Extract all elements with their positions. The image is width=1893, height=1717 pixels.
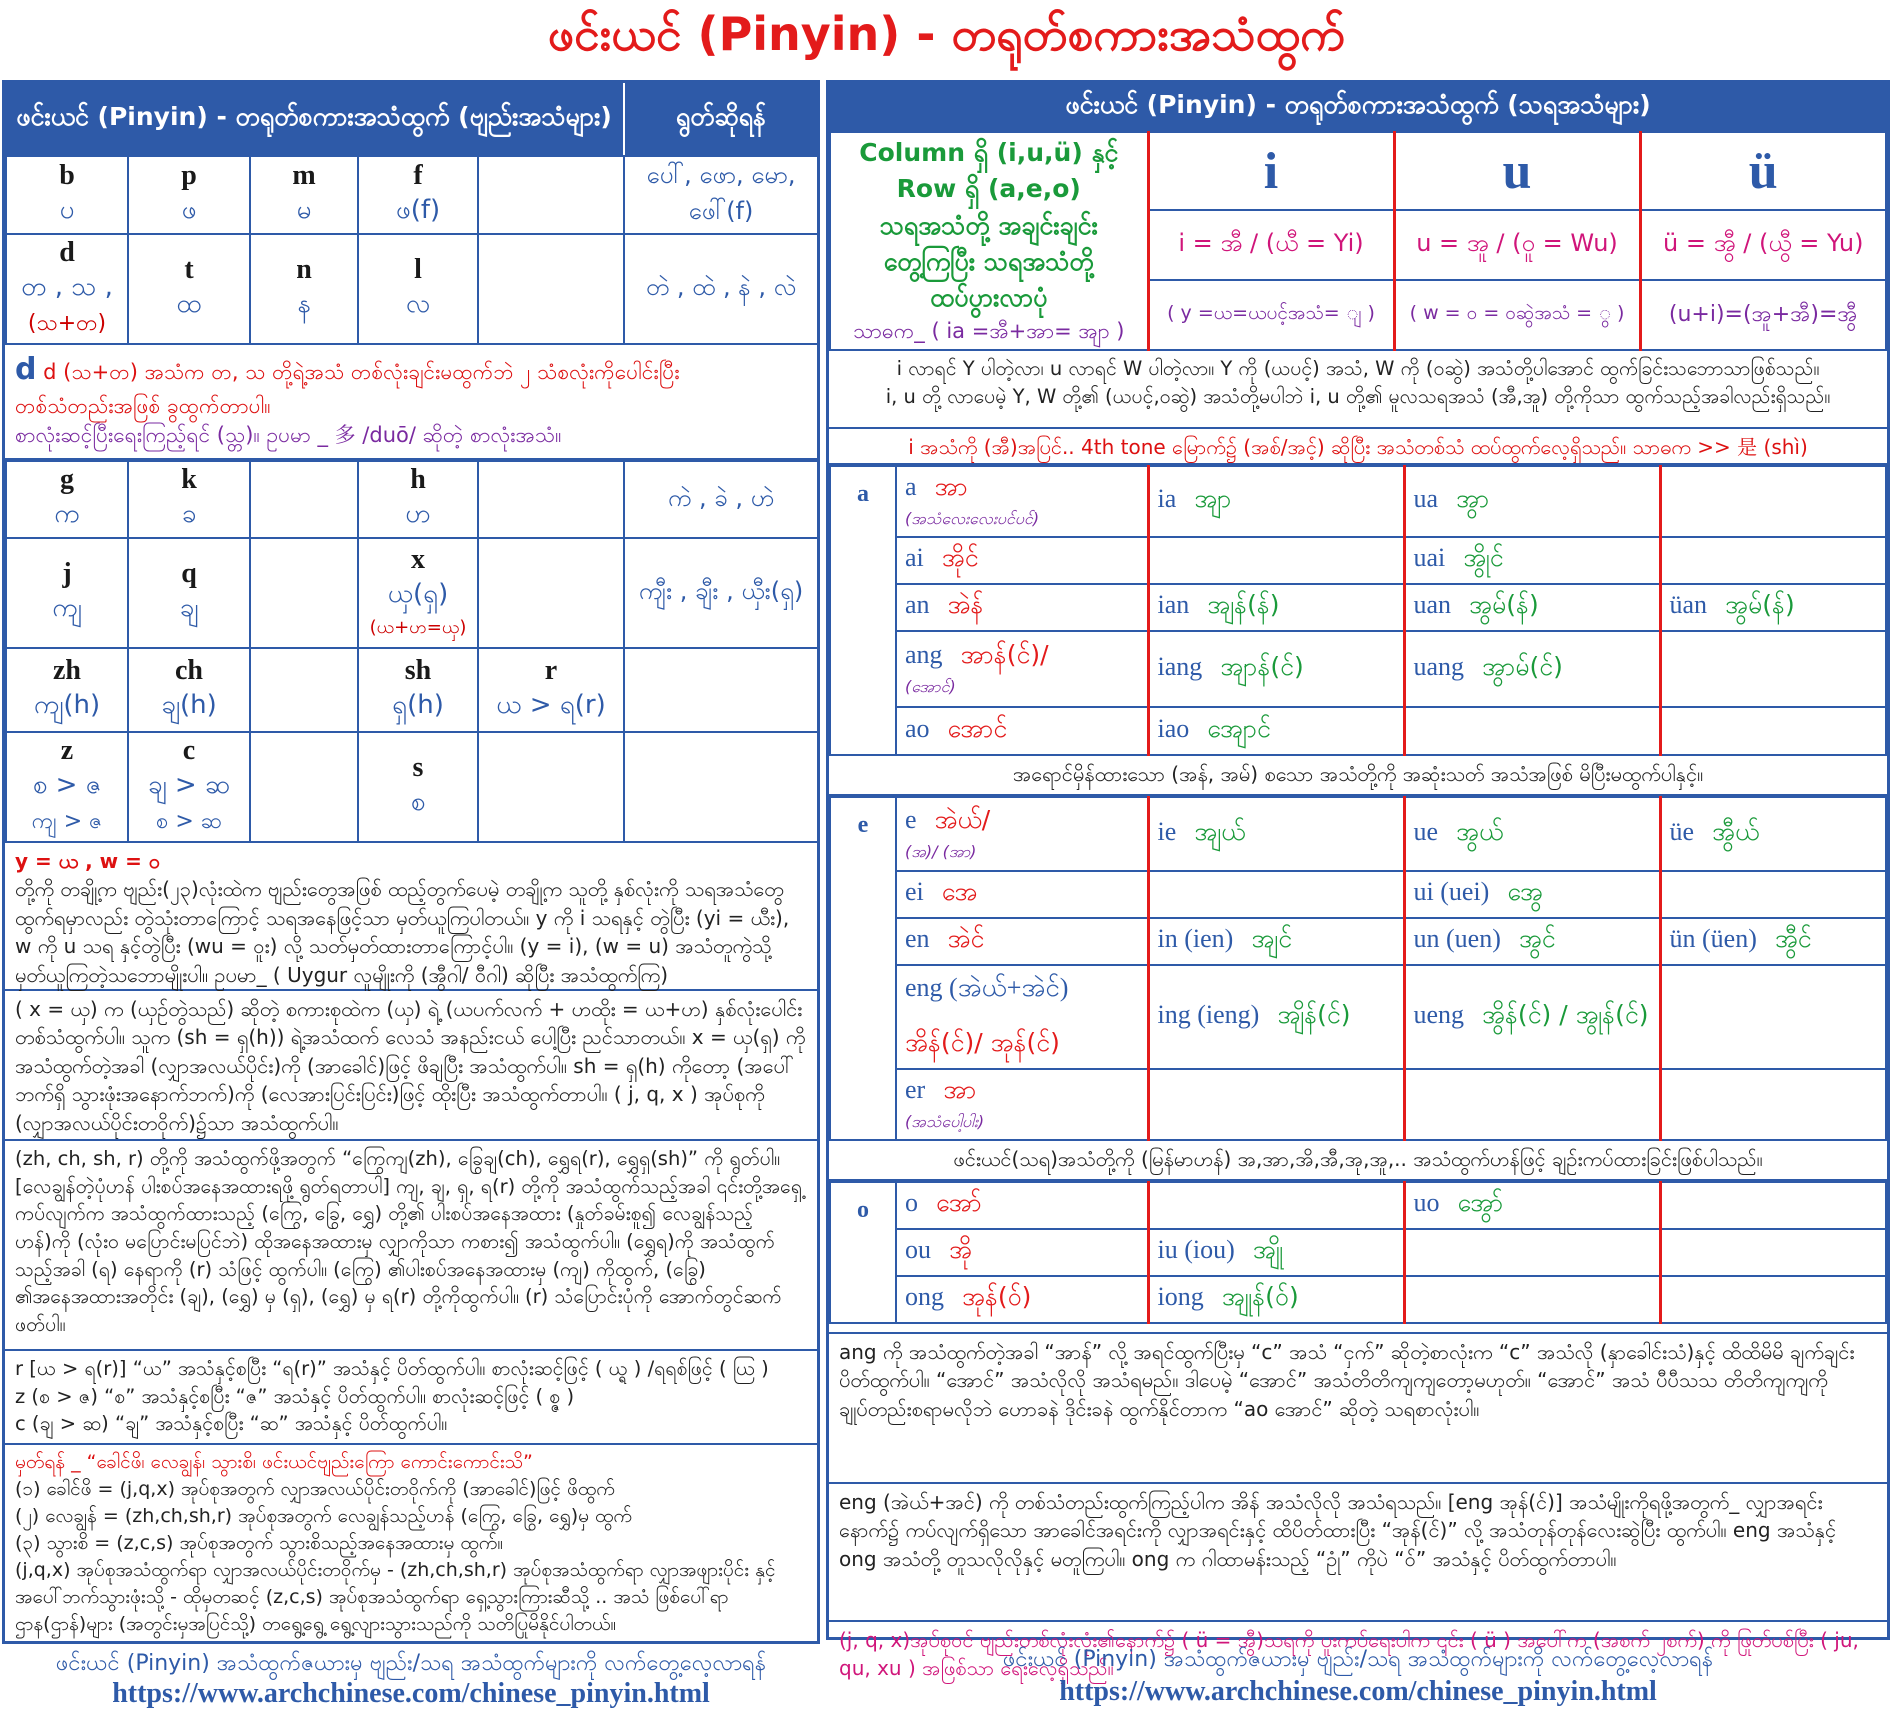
pinyin-letter: c — [182, 735, 196, 766]
consonant-row — [6, 538, 818, 648]
pinyin-final: üan — [1669, 590, 1708, 619]
burmese-final: အွေ — [1507, 877, 1543, 906]
consonant-cell — [478, 156, 624, 234]
consonant-cell — [250, 461, 358, 538]
consonant-cell — [6, 156, 128, 234]
pinyin-final: uang — [1413, 651, 1465, 681]
consonant-cell — [128, 156, 250, 234]
pinyin-final: er — [905, 1075, 926, 1104]
consonant-cell — [250, 732, 358, 842]
read-header: ရွတ်ဆိုရန် — [625, 83, 817, 155]
memo-note: မှတ်ရန် _ “ခေါင်ဖိ၊ လေချွန်၊ သွားစိ၊ ဖင်းယင်ဗျည်းကြော ကောင်းကောင်းသိ” (၁) ခေါင်ဖိ = (j,q,x) အုပ်စုအတွက် လျှာအလယ်ပိုင်းတဝိုက်ကို (အာခေါင်)ဖြင့် ဖိထွက် (၂) လေချွန် = (zh,ch,sh,r) အုပ်စုအတွက် လေချွန်သည့်ဟန် (ကြွေ, ခြွေ, ရွှေ)မှ ထွက် (၃) သွားစိ = (z,c,s) အုပ်စုအတွက် သွားစိသည့်အနေအထားမှ ထွက်။ (j,q,x) အုပ်စုအသံထွက်ရာ လျှာအလယ်ပိုင်းတဝိုက်မှ - (zh,ch,sh,r) အုပ်စုအသံထွက်ရာ လျှာအဖျားပိုင်း နှင့် အပေါ်ဘက်သွားဖုံးသို့ - ထိုမှတဆင့် (z,c,s) အုပ်စုအသံထွက်ရာ ရှေ့သွားကြားဆီသို့ .. အသံ ဖြစ်ပေါ်ရာဌာန(ဌာန်)များ (အတွင်းမှအပြင်သို့) တရွေ့ရွေ့ ရွေ့လျားသွားသည်ကို သတိပြုမိနိုင်ပါတယ်။ — [15, 1451, 776, 1635]
vowel-row — [830, 965, 1886, 1069]
pinyin-final: ie — [1157, 816, 1177, 846]
vowel-cell — [896, 1276, 1148, 1323]
burmese-final: အျိန်(င်) — [1277, 999, 1351, 1029]
vowel-cell — [896, 707, 1148, 755]
consonant-cell — [358, 461, 478, 538]
vowel-cell — [1148, 584, 1404, 631]
pinyin-letter: d — [59, 237, 75, 268]
o-row-table — [829, 1181, 1887, 1324]
jqx-note: (j, q, x)အုပ်စုဝင် ဗျည်းတစ်လုံးလုံး၏နောက်၌ ( ü = အွီ)သရကို ပူးကပ်ရေးပါက ၎င်း ( ü ) အပေါ်က (အစက် ၂စက်) ကို ဖြုတ်ပစ်ပြီး ( ju, qu, xu ) အဖြစ်သာ ရေးလေ့ရှိသည်။ — [839, 1628, 1859, 1681]
burmese-final: အောင် — [947, 713, 1008, 743]
pinyin-final: ui (uei) — [1413, 877, 1490, 906]
vowel-cell — [1660, 1182, 1886, 1229]
consonant-cell — [6, 648, 128, 732]
consonant-cell — [6, 732, 128, 842]
consonant-cell — [6, 234, 128, 344]
a-row-table — [829, 465, 1887, 756]
vowel-cell — [896, 1229, 1148, 1276]
pinyin-letter: g — [60, 464, 74, 495]
burmese-sound: က — [54, 499, 80, 529]
burmese-final: အျာန်(င်) — [1220, 651, 1304, 681]
pinyin-final: o — [905, 1188, 918, 1217]
left-footer: ဖင်းယင် (Pinyin) အသံထွက်ဇယားမှ ဗျည်း/သရ အသံထွက်များကို လက်တွေ့လေ့လာရန် — [55, 1651, 767, 1676]
vowel-row — [830, 1069, 1886, 1140]
final-note: (အသံပေါ့ပါး) — [905, 1112, 985, 1131]
consonant-cell — [250, 538, 358, 648]
zh-note: (zh, ch, sh, r) တို့ကို အသံထွက်ဖို့အတွက် “ကြွေကျ(zh), ခြွေချ(ch), ရွှေရ(r), ရွှေရှ(sh)” ကို ရွတ်ပါ။ [လေချွန်တဲ့ပုံဟန် ပါးစပ်အနေအထားရဖို့ ရွတ်ရတာပါ] ကျ, ချ, ရှ, ရ(r) တို့ကို အသံထွက်သည့်အခါ ၎င်းတို့အရှေ့ကပ်လျက်က အသံထွက်ထားသည့် (ကြွေ, ခြွေ, ရွှေ) တို့၏ ပါးစပ်အနေအထား (နှုတ်ခမ်းစူ၍ လေချွန်သည့်ဟန်)ကို (လုံးဝ မပြောင်းမပြင်ဘဲ) ထိုအနေအထားမှ လျှာကိုသာ ကစား၍ အသံထွက်ပါ။ (ရွှေရ)ကို အသံထွက်သည့်အခါ (ရ) နေရာကို (r) သံဖြင့် ထွက်ပါ။ (ကြွေ) ၏ပါးစပ်အနေအထားမှ (ကျ) ကိုထွက်, (ခြွေ) ၏အနေအထားအတိုင်း (ချ), (ရွှေ) မှ (ရှ), (ရွှေ) မှ ရ(r) တို့ကိုထွက်ပါ။ (r) သံပြောင်းပုံကို အောက်တွင်ဆက်ဖတ်ပါ။ — [5, 1141, 817, 1351]
burmese-sound: ထ — [176, 288, 202, 319]
consonant-row — [6, 156, 818, 234]
vowel-cell — [1660, 871, 1886, 918]
vowel-row — [830, 537, 1886, 584]
eng-note: eng (အဲယ်+အင်) ကို တစ်သံတည်းထွက်ကြည့်ပါက အိန် အသံလိုလို အသံရသည်။ [eng အုန်(င်)] အသံမျိုးကိုရဖို့အတွက်_ လျှာအရင်းနောက်၌ ကပ်လျက်ရှိသော အာခေါင်အရင်းကို လျှာအရင်းနှင့် ထိပိတ်ထားပြီး “အုန်(င်)” လို့ အသံတုန်တုန်လေးဆွဲပြီး ထွက်ပါ။ eng အသံနှင့် ong အသံတို့ တူသလိုလိုနှင့် မတူကြပါ။ ong က ဂါထာမန်းသည့် “ဥုံ” ကိုပဲ “ဝ်” အသံနှင့် ပိတ်ထွက်တာပါ။ — [829, 1484, 1887, 1622]
vowel-row — [830, 918, 1886, 965]
sound-note: (ယ+ဟ=ယှ) — [369, 617, 467, 638]
ang-note: ang ကို အသံထွက်တဲ့အခါ “အာန်” လို့ အရင်ထွက်ပြီးမှ “c” အသံ “ငှက်” ဆိုတဲ့စာလုံးက “c” အသံလို (နှာခေါင်းသံ)နှင့် ထိထိမိမိ ချက်ချင်းပိတ်ထွက်ပါ။ “အောင်” အသံလိုလို အသံရမည်။ ဒါပေမဲ့ “အောင်” အသံတိတိကျကျတော့မဟုတ်။ “အောင်” အသံ ပီပီသသ တိတိကျကျကို ချုပ်တည်းစရာမလိုဘဲ ဟောခနဲ ဒိုင်းခနဲ ထွက်နိုင်တာက “ao အောင်” ဆိုတဲ့ သရစာလုံးပါ။ — [829, 1332, 1887, 1484]
pinyin-letter: z — [60, 735, 74, 766]
pinyin-final: ong — [905, 1282, 944, 1311]
vowel-head-table: Column ရှိ (i,u,ü) နှင့် Row ရှိ (a,e,o) သရအသံတို့ အချင်းချင်း တွေ့ကြပြီး သရအသံတို့ ထပ်ပွားလာပုံ သာဓက_ ( ia =အီ+အာ= အျာ ) i u ü i = အီ / (ယီ = Yi) u = အူ / (ဝူ = Wu) ü = အွီ / (ယွီ = Yu) ( y =ယ=ယပင့်အသံ= ျ ) ( w = ဝ = ဝဆွဲအသံ = ွ ) (u+i)=(အူ+အီ)=အွီ — [829, 131, 1887, 351]
consonant-cell — [128, 461, 250, 538]
pinyin-final: a — [905, 472, 917, 501]
vowel-cell — [1404, 1069, 1660, 1140]
read-aloud-cell: ကဲ , ခဲ , ဟဲ — [624, 461, 818, 538]
vowel-cell — [1404, 707, 1660, 755]
vowel-cell — [1660, 631, 1886, 707]
e-row-table — [829, 796, 1887, 1141]
burmese-final: အျုန်(ဝ်) — [1221, 1282, 1299, 1311]
vowel-cell — [1404, 584, 1660, 631]
vowel-cell — [1660, 537, 1886, 584]
right-url-link[interactable]: https://www.archchinese.com/chinese_pinyin.html — [1059, 1676, 1657, 1707]
row-label-e: e — [830, 797, 896, 1140]
pinyin-letter: j — [62, 557, 72, 589]
burmese-final: အဲယ်/ — [934, 804, 991, 834]
vowel-cell — [1660, 965, 1886, 1069]
d-note: d d (သ+တ) အသံက တ, သ တို့ရဲ့အသံ တစ်လုံးချင်းမထွက်ဘဲ ၂ သံစလုံးကိုပေါင်းပြီး တစ်သံတည်းအဖြစ် ခွထွက်တာပါ။ စာလုံးဆင့်ပြီးရေးကြည့်ရင် (သ္တ)။ ဥပမာ _ 多 /duō/ ဆိုတဲ့ စာလုံးအသံ။ — [5, 345, 817, 460]
vowel-cell — [1404, 631, 1660, 707]
burmese-sound: ခ — [181, 499, 197, 529]
sound-note: စ > ဆ — [155, 809, 223, 834]
burmese-sound: စ — [410, 786, 426, 817]
burmese-sound: ချ(h) — [161, 689, 217, 720]
read-aloud-cell: တဲ , ထဲ , နဲ , လဲ — [624, 234, 818, 344]
consonant-cell — [478, 732, 624, 842]
pinyin-final: uo — [1413, 1188, 1440, 1217]
pinyin-final: eng (အဲယ်+အဲင်) — [905, 973, 1069, 1002]
pinyin-final: ia — [1157, 484, 1177, 513]
burmese-final: အိန်(င်)/ အုန်(င်) — [905, 1028, 1060, 1057]
burmese-final: အဲင် — [947, 924, 985, 953]
pinyin-letter: f — [413, 159, 423, 191]
consonant-row — [6, 732, 818, 842]
pinyin-final: iao — [1157, 713, 1190, 743]
burmese-final: အာန်(င်)/ — [960, 639, 1049, 669]
left-url-link[interactable]: https://www.archchinese.com/chinese_pinyin.html — [112, 1678, 710, 1709]
vowel-cell — [896, 965, 1148, 1069]
pinyin-final: ei — [905, 877, 924, 906]
a-note: အရောင်မှိန်ထားသော (အန်, အမ်) စသော အသံတို့ကို အဆုံးသတ် အသံအဖြစ် မိပြီးမထွက်ပါနှင့်။ — [829, 756, 1887, 796]
vowel-row — [830, 707, 1886, 755]
pinyin-letter: x — [411, 544, 425, 575]
pinyin-letter: h — [410, 464, 426, 495]
vowel-cell — [1404, 797, 1660, 871]
vowel-row — [830, 466, 1886, 537]
vowel-cell — [896, 871, 1148, 918]
vowel-cell — [896, 584, 1148, 631]
pinyin-final: ang — [905, 639, 943, 669]
burmese-final: အွမ်(န်) — [1725, 590, 1795, 619]
read-aloud-cell: ပေါ်, ဖော, မော, ဖေါ်(f) — [624, 156, 818, 234]
vowel-cell — [1148, 1229, 1404, 1276]
vowel-cell — [896, 537, 1148, 584]
vowel-cell — [1660, 797, 1886, 871]
pinyin-letter: b — [59, 159, 75, 191]
vowel-cell — [896, 918, 1148, 965]
pinyin-letter: ch — [175, 654, 203, 686]
consonant-cell — [128, 234, 250, 344]
burmese-final: အေ — [941, 877, 978, 906]
vowel-cell — [1404, 1276, 1660, 1323]
vowel-cell — [896, 466, 1148, 537]
pinyin-final: ue — [1413, 816, 1439, 846]
burmese-sound: ဖ — [181, 194, 197, 225]
vowel-cell — [1148, 1182, 1404, 1229]
burmese-sound: တ , သ , — [21, 272, 113, 302]
consonant-cell — [358, 156, 478, 234]
vowel-header: ဖင်းယင် (Pinyin) - တရုတ်စကားအသံထွက် (သရအသံများ) — [829, 83, 1887, 131]
consonant-header: ဖင်းယင် (Pinyin) - တရုတ်စကားအသံထွက် (ဗျည်းအသံများ) — [5, 83, 625, 155]
page-title: ဖင်းယင် (Pinyin) - တရုတ်စကားအသံထွက် — [547, 7, 1346, 61]
burmese-final: အျောင် — [1207, 713, 1271, 743]
pinyin-final: ueng — [1413, 999, 1465, 1029]
burmese-final: အျို — [1252, 1235, 1284, 1264]
vowel-cell — [1148, 918, 1404, 965]
consonant-cell — [478, 234, 624, 344]
consonant-cell — [478, 538, 624, 648]
vowel-cell — [1148, 537, 1404, 584]
pinyin-final: ün (üen) — [1669, 924, 1757, 953]
vowel-cell — [1404, 965, 1660, 1069]
pinyin-final: ua — [1413, 484, 1439, 513]
burmese-final: အဲန် — [947, 590, 984, 619]
burmese-final: အို — [949, 1235, 972, 1264]
burmese-final: အွီင် — [1774, 924, 1812, 953]
col-ü: ü — [1640, 132, 1886, 210]
final-note: (အောင်) — [905, 676, 956, 696]
burmese-final: အွာ — [1456, 484, 1490, 513]
burmese-sound: ရှ(h) — [392, 689, 444, 720]
row-label-o: o — [830, 1182, 896, 1323]
vowel-row — [830, 797, 1886, 871]
pinyin-letter: l — [414, 253, 422, 285]
pinyin-letter: n — [296, 253, 312, 285]
pinyin-final: iong — [1157, 1282, 1204, 1311]
burmese-sound: စ > ဇ — [32, 770, 102, 800]
vowel-cell — [896, 797, 1148, 871]
vowel-cell — [1148, 797, 1404, 871]
burmese-final: အုန်(ဝ်) — [962, 1282, 1032, 1311]
burmese-final: အာ — [934, 472, 968, 501]
burmese-sound: ယ > ရ(r) — [496, 689, 606, 720]
consonant-cell — [358, 234, 478, 344]
pinyin-final: ao — [905, 713, 930, 743]
pinyin-final: ian — [1157, 590, 1190, 619]
consonant-cell — [358, 538, 478, 648]
pinyin-final: uan — [1413, 590, 1452, 619]
vowel-row — [830, 1229, 1886, 1276]
vowel-cell — [1148, 466, 1404, 537]
burmese-final: အွင် — [1518, 924, 1556, 953]
burmese-final: အွိန်(င်) / အွုန်(င်) — [1482, 999, 1649, 1029]
vowel-cell — [1148, 1069, 1404, 1140]
yw-vowel-note: i လာရင် Y ပါတဲ့လာ၊ u လာရင် W ပါတဲ့လာ။ Y ကို (ယပင့်) အသံ, W ကို (ဝဆွဲ) အသံတို့ပါအောင် ထွက်ခြင်းသဘောသာဖြစ်သည်။ i, u တို့ လာပေမဲ့ Y, W တို့၏ (ယပင့်,ဝဆွဲ) အသံတို့မပါဘဲ i, u တို့၏ မူလသရအသံ (အီ,အူ) တို့ကိုသာ ထွက်သည့်အခါလည်းရှိသည်။ — [829, 351, 1887, 429]
consonant-row — [6, 234, 818, 344]
r-note: r [ယ > ရ(r)] “ယ” အသံနှင့်စပြီး “ရ(r)” အသံနှင့် ပိတ်ထွက်ပါ။ စာလုံးဆင့်ဖြင့် ( ယ္ရ ) /ရရစ်ဖြင့် ( ယြ ) z (စ > ဇ) “စ” အသံနှင့်စပြီး “ဇ” အသံနှင့် ပိတ်ထွက်ပါ။ စာလုံးဆင့်ဖြင့် ( စ္ဇ ) c (ချ > ဆ) “ချ” အသံနှင့်စပြီး “ဆ” အသံနှင့် ပိတ်ထွက်ပါ။ — [5, 1351, 817, 1445]
vowel-cell — [1148, 707, 1404, 755]
burmese-final: အျင် — [1251, 924, 1293, 953]
burmese-sound: ယှ(ရှ) — [387, 579, 449, 609]
vowel-cell — [1660, 1069, 1886, 1140]
pinyin-final: ing (ieng) — [1157, 999, 1260, 1029]
e-note: ဖင်းယင်(သရ)အသံတို့ကို (မြန်မာဟန်) အ,အာ,အိ,အီ,အု,အူ,.. အသံထွက်ဟန်ဖြင့် ချဉ်းကပ်ထားခြင်းဖြစ်ပါသည်။ — [829, 1141, 1887, 1181]
consonant-cell — [358, 648, 478, 732]
right-footer: ဖင်းယင် (Pinyin) အသံထွက်ဇယားမှ ဗျည်း/သရ အသံထွက်များကို လက်တွေ့လေ့လာရန် — [1002, 1647, 1714, 1672]
vowel-cell — [1404, 1229, 1660, 1276]
pinyin-final: uai — [1413, 543, 1446, 572]
consonant-cell — [250, 156, 358, 234]
burmese-final: အော် — [936, 1188, 982, 1217]
read-aloud-cell — [624, 648, 818, 732]
vowel-row — [830, 871, 1886, 918]
pinyin-final: in (ien) — [1157, 924, 1234, 953]
vowel-row — [830, 631, 1886, 707]
pinyin-final: ou — [905, 1235, 931, 1264]
pinyin-letter: p — [181, 159, 197, 191]
burmese-sound: ကျ(h) — [33, 689, 101, 720]
burmese-final: အွော် — [1457, 1188, 1504, 1217]
burmese-sound: န — [297, 288, 311, 319]
burmese-final: အွယ် — [1456, 816, 1504, 846]
burmese-final: အျန်(န်) — [1207, 590, 1280, 619]
burmese-sound: ကျ — [52, 592, 82, 623]
burmese-sound: ဟ — [405, 499, 431, 529]
burmese-sound: လ — [405, 288, 431, 319]
vowel-cell — [1404, 871, 1660, 918]
pinyin-final: ai — [905, 543, 924, 572]
vowel-cell — [1404, 918, 1660, 965]
final-note: (အသံလေးလေးပင်ပင်) — [905, 509, 1040, 528]
vowel-cell — [1148, 631, 1404, 707]
sound-note: ကျ > ဇ — [31, 809, 103, 834]
pinyin-letter: m — [292, 159, 316, 191]
yw-note: y = ယ , w = ဝ တို့ကို တချို့က ဗျည်း(၂၃)လုံးထဲက ဗျည်းတွေအဖြစ် ထည့်တွက်ပေမဲ့ တချို့က သူတို့ နှစ်လုံးကို သရအသံတွေထွက်ရမှာလည်း တွဲသုံးတာကြောင့် သရအနေဖြင့်သာ မှတ်ယူကြပါတယ်။ y ကို i သရနှင့် တွဲပြီး (yi = ယီး), w ကို u သရ နှင့်တွဲပြီး (wu = ဝူး) လို့ သတ်မှတ်ထားတာကြောင့်ပါ။ (y = i), (w = u) အသံတူကွဲသို့ မှတ်ယူကြတဲ့သဘောမျိုးပါ။ ဥပမာ_ ( Uygur လူမျိုးကို (အွီဂါ/ ဝီဂါ) ဆိုပြီး အသံထွက်ကြ) — [5, 843, 817, 991]
pinyin-final: iang — [1157, 651, 1203, 681]
burmese-final: အျာ — [1194, 484, 1232, 513]
pinyin-letter: sh — [404, 654, 432, 686]
consonant-cell — [478, 648, 624, 732]
vowel-row — [830, 1276, 1886, 1323]
vowel-cell — [1404, 466, 1660, 537]
pinyin-letter: k — [181, 464, 197, 495]
consonant-panel — [2, 80, 820, 1644]
final-note: (အ)/ (အာ) — [905, 841, 977, 861]
read-aloud-cell: ကျီး , ချီး , ယှီး(ရှ) — [624, 538, 818, 648]
read-aloud-cell — [624, 732, 818, 842]
i-note: i အသံကို (အီ)အပြင်.. 4th tone မြောက်၌ (အစ်/အင့်) ဆိုပြီး အသံတစ်သံ ထပ်ထွက်လေ့ရှိသည်။ သာဓက >> 是 (shì) — [829, 429, 1887, 465]
consonant-table-1 — [5, 155, 819, 345]
vowel-cell — [1404, 537, 1660, 584]
burmese-sound: ချ > ဆ — [147, 770, 231, 800]
consonant-cell — [250, 234, 358, 344]
consonant-table-2 — [5, 460, 819, 843]
consonant-cell — [358, 732, 478, 842]
vowel-cell — [1660, 584, 1886, 631]
vowel-cell — [896, 1069, 1148, 1140]
pinyin-final: e — [905, 804, 917, 834]
vowel-cell — [1148, 1276, 1404, 1323]
consonant-cell — [6, 461, 128, 538]
burmese-final: အွမ်(န်) — [1469, 590, 1539, 619]
burmese-final: အွာမ်(င်) — [1482, 651, 1563, 681]
consonant-cell — [128, 538, 250, 648]
consonant-cell — [128, 732, 250, 842]
col-u: u — [1394, 132, 1640, 210]
burmese-final: အျယ် — [1194, 816, 1246, 846]
burmese-final: အွီယ် — [1712, 816, 1760, 846]
consonant-row — [6, 461, 818, 538]
burmese-sound: ချ — [179, 592, 199, 623]
vowel-cell — [1660, 1276, 1886, 1323]
vowel-cell — [1148, 871, 1404, 918]
col-i: i — [1148, 132, 1394, 210]
vowel-cell — [1660, 1229, 1886, 1276]
consonant-cell — [6, 538, 128, 648]
burmese-sound: မ — [296, 194, 312, 225]
consonant-cell — [478, 461, 624, 538]
pinyin-letter: zh — [53, 654, 81, 686]
burmese-final: အွိုင် — [1463, 543, 1504, 572]
pinyin-letter: q — [181, 557, 197, 589]
burmese-sound: ဖ(f) — [395, 194, 441, 225]
pinyin-letter: t — [184, 253, 194, 285]
pinyin-final: an — [905, 590, 930, 619]
burmese-sound: ပ — [59, 194, 75, 225]
vowel-row — [830, 1182, 1886, 1229]
pinyin-letter: r — [544, 654, 558, 686]
pinyin-final: üe — [1669, 816, 1695, 846]
vowel-cell — [1404, 1182, 1660, 1229]
vowel-cell — [1660, 918, 1886, 965]
burmese-final: အိုင် — [941, 543, 979, 572]
vowel-cell — [896, 631, 1148, 707]
pinyin-letter: s — [412, 751, 424, 783]
vowel-cell — [1148, 965, 1404, 1069]
row-label-a: a — [830, 466, 896, 755]
consonant-cell — [250, 648, 358, 732]
pinyin-final: en — [905, 924, 930, 953]
vowel-row — [830, 584, 1886, 631]
consonant-cell — [128, 648, 250, 732]
pinyin-final: un (uen) — [1413, 924, 1501, 953]
burmese-final: အာ — [943, 1075, 977, 1104]
pinyin-final: iu (iou) — [1157, 1235, 1235, 1264]
x-note: ( x = ယှ) က (ယှဥ်တွဲသည်) ဆိုတဲ့ စကားစုထဲက (ယှ) ရဲ့ (ယပက်လက် + ဟထိုး = ယ+ဟ) နှစ်လုံးပေါင်း တစ်သံထွက်ပါ။ သူက (sh = ရှ(h)) ရဲ့အသံထက် လေသံ အနည်းငယ် ပေါ့ပြီး ညင်သာတယ်။ x = ယှ(ရှ) ကို အသံထွက်တဲ့အခါ (လျှာအလယ်ပိုင်း)ကို (အာခေါင်)ဖြင့် ဖိချပြီး အသံထွက်ပါ။ sh = ရှ(h) ကိုတော့ (အပေါ်ဘက်ရှိ သွားဖုံးအနောက်ဘက်)ကို (လေအားပြင်းပြင်း)ဖြင့် ထိုးပြီး အသံထွက်တာပါ။ ( j, q, x ) အုပ်စုကို (လျှာအလယ်ပိုင်းတဝိုက်)၌သာ အသံထွက်ပါ။ — [5, 991, 817, 1141]
consonant-row — [6, 648, 818, 732]
sound-note: (သ+တ) — [27, 311, 107, 336]
vowel-cell — [896, 1182, 1148, 1229]
vowel-cell — [1660, 707, 1886, 755]
vowel-cell — [1660, 466, 1886, 537]
